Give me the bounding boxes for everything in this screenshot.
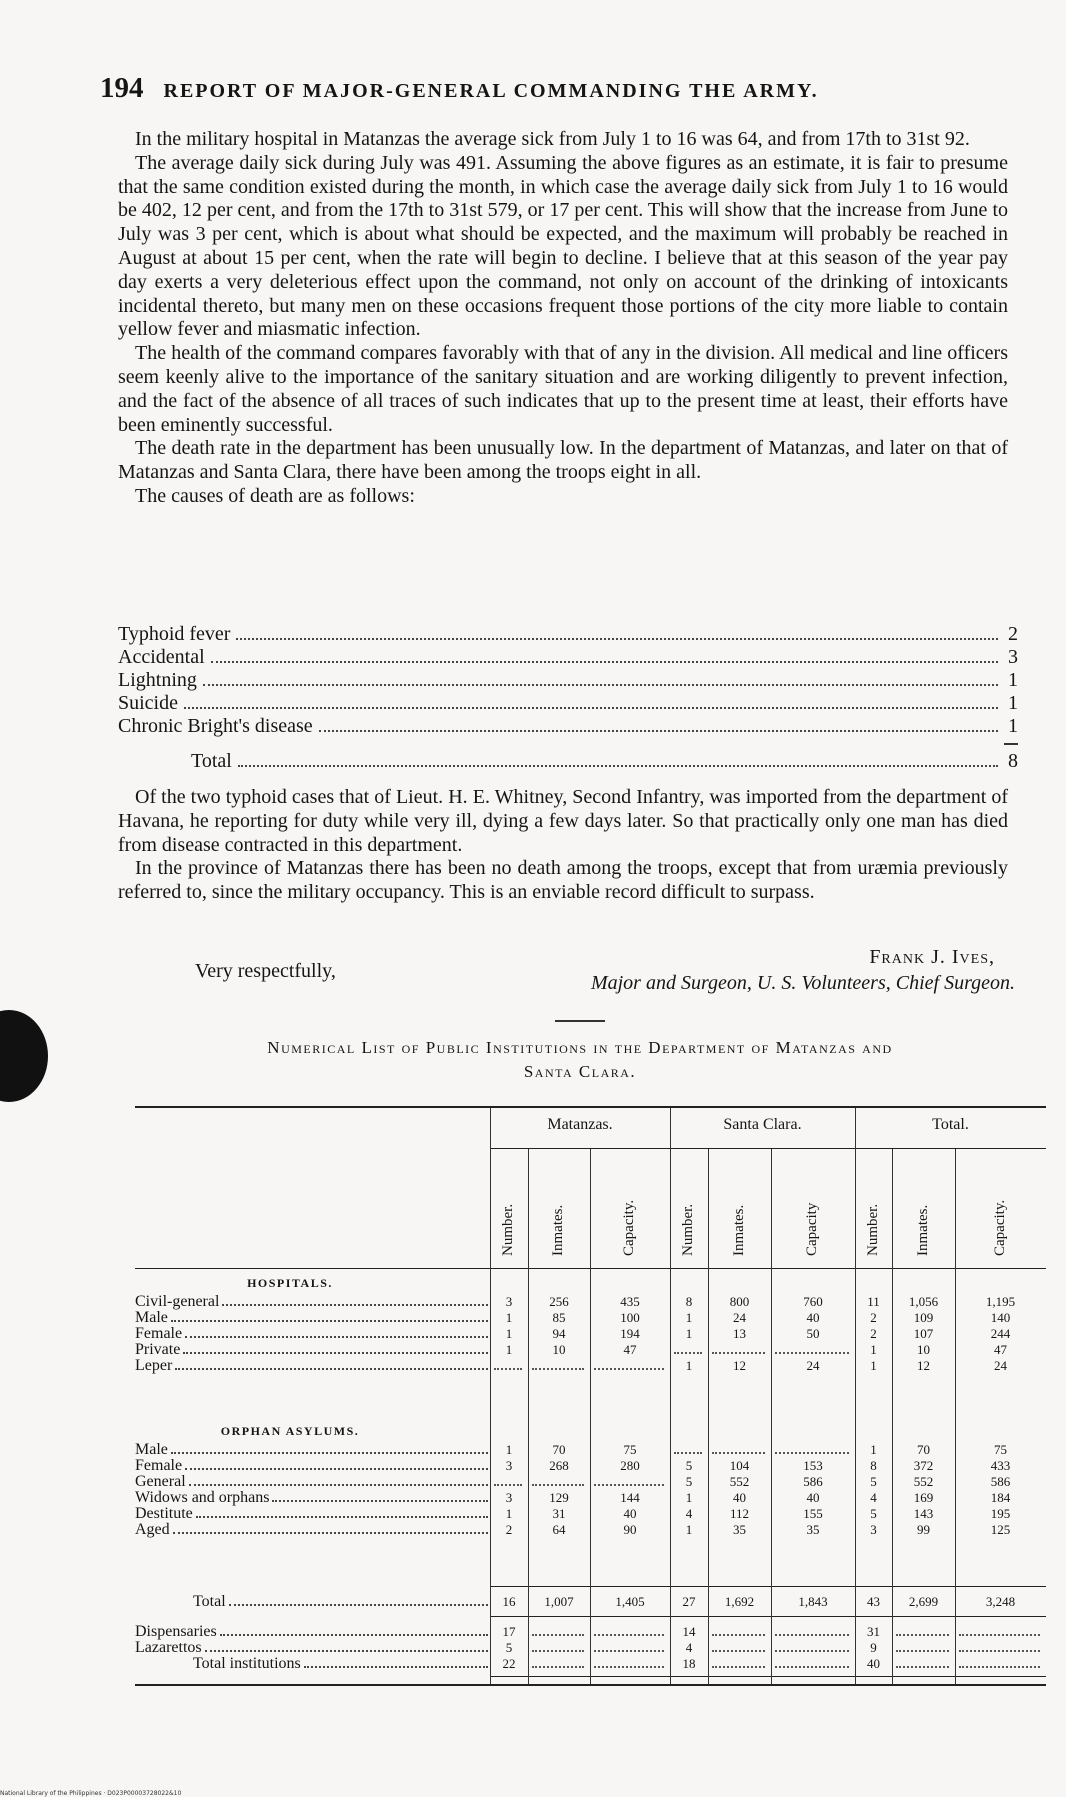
- leader-dots: [175, 1358, 488, 1370]
- row-label: [135, 1342, 490, 1358]
- empty-cell-dots: [594, 1482, 664, 1486]
- leader-dots: [229, 1594, 488, 1606]
- section-heading: ORPHAN ASYLUMS.: [220, 1424, 360, 1438]
- table-cell: 760: [803, 1294, 823, 1309]
- cause-value: 3: [1008, 646, 1018, 668]
- row-label: [135, 1490, 490, 1506]
- scan-shadow: [0, 1010, 48, 1102]
- cause-value: 1: [1008, 669, 1018, 691]
- table-cell: 1: [685, 1522, 693, 1537]
- table-cell: 1,843: [798, 1594, 828, 1609]
- row-label-text: Male: [135, 1441, 168, 1458]
- column-header: Inmates.: [914, 1204, 931, 1256]
- row-label-text: Destitute: [135, 1505, 193, 1522]
- cause-row: [118, 669, 1018, 692]
- row-label: [135, 1474, 490, 1490]
- row-label-text: Total: [193, 1593, 226, 1610]
- table-cell: 40: [806, 1310, 820, 1325]
- table-cell: 5: [870, 1474, 877, 1489]
- section-heading: HOSPITALS.: [247, 1276, 333, 1290]
- empty-cell-dots: [594, 1632, 664, 1636]
- table-cell: 1: [685, 1310, 693, 1325]
- causes-total-row: [118, 750, 1018, 773]
- table-cell: 107: [913, 1326, 934, 1341]
- section-divider: [555, 1020, 605, 1022]
- body-text: [118, 128, 1008, 509]
- paragraph: The health of the command compares favorably with that of any in the division. All medical and line officers seem keenly alive to the importance of the sanitary situation and are working diligently to prevent infection, and the fact of the absence of all traces of such indicates that up to the present time at least, their efforts have been eminently successful.: [118, 342, 1008, 436]
- scan-footer: National Library of the Philippines · D023P00003728022&10: [0, 1790, 182, 1797]
- table-cell: 75: [623, 1442, 637, 1457]
- causes-list: [118, 623, 1018, 773]
- table-cell: 2: [870, 1326, 877, 1341]
- empty-cell-dots: [775, 1632, 849, 1636]
- table-cell: 1: [505, 1326, 513, 1341]
- total-rule-bottom: [490, 1616, 1046, 1617]
- table-cell: 2: [505, 1522, 513, 1537]
- paragraph: The average daily sick during July was 491. Assuming the above figures as an estimate, it is fair to presume that the same condition existed during the month, in which case the average daily sick from July 1 to 16 would be 402, 12 per cent, and from the 17th to 31st 579, or 17 per cent. This will show that the increase from June to July was 3 per cent, which is about what should be expected, and the maximum will probably be reached in August at about 15 per cent, when the rate will begin to decline. I believe that at this season of the year pay day exerts a very deleterious effect upon the command, not only on account of the drinking of intoxicants incidental thereto, but many men on these occasions frequent those portions of the city more liable to contain yellow fever and miasmatic infection.: [118, 151, 1008, 341]
- table-cell: 5: [505, 1640, 513, 1655]
- row-label-text: Dispensaries: [135, 1623, 217, 1640]
- table-cell: 3,248: [985, 1594, 1016, 1609]
- empty-cell-dots: [775, 1664, 849, 1668]
- table-cell: 5: [870, 1506, 877, 1521]
- leader-dots: [222, 1294, 488, 1306]
- running-title: REPORT OF MAJOR-GENERAL COMMANDING THE ARMY.: [163, 80, 819, 102]
- cause-label: Accidental: [118, 646, 205, 668]
- closing-phrase: Very respectfully,: [195, 960, 336, 982]
- table-cell: 50: [806, 1326, 820, 1341]
- table-cell: 40: [867, 1656, 880, 1671]
- closing-text: [118, 786, 1008, 905]
- empty-cell-dots: [532, 1648, 584, 1652]
- cause-label: Chronic Bright's disease: [118, 715, 313, 737]
- empty-cell-dots: [712, 1648, 765, 1652]
- empty-cell-dots: [674, 1450, 702, 1454]
- total-rule: [490, 1586, 1046, 1587]
- table-title: [130, 1036, 1030, 1084]
- row-label-text: Female: [135, 1457, 183, 1474]
- row-label: [135, 1640, 490, 1656]
- cause-value: 2: [1008, 623, 1018, 645]
- column-header: Capacity: [804, 1202, 820, 1256]
- cause-label: Typhoid fever: [118, 623, 231, 645]
- table-cell: 1: [870, 1442, 877, 1457]
- row-label: [135, 1506, 490, 1522]
- table-cell: 1: [505, 1310, 513, 1325]
- column-header: Number.: [864, 1203, 881, 1256]
- row-label: [135, 1624, 490, 1640]
- group-header-total: Total.: [932, 1116, 969, 1133]
- table-cell: 1,056: [908, 1294, 939, 1309]
- row-label-text: Private: [135, 1341, 181, 1358]
- table-cell: 4: [870, 1490, 877, 1505]
- empty-cell-dots: [775, 1450, 849, 1454]
- table-cell: 70: [917, 1442, 930, 1457]
- table-cell: 35: [806, 1522, 820, 1537]
- table-cell: 40: [806, 1490, 820, 1505]
- table-cell: 153: [803, 1458, 823, 1473]
- table-cell: 9: [870, 1640, 877, 1655]
- table-cell: 99: [917, 1522, 930, 1537]
- empty-cell-dots: [594, 1664, 664, 1668]
- empty-cell-dots: [896, 1648, 949, 1652]
- leader-dots: [205, 1640, 488, 1652]
- row-label-text: Male: [135, 1309, 168, 1326]
- empty-cell-dots: [594, 1366, 664, 1370]
- empty-cell-dots: [959, 1632, 1040, 1636]
- empty-cell-dots: [896, 1632, 949, 1636]
- leader-dots: [220, 1624, 488, 1636]
- table-cell: 10: [917, 1342, 930, 1357]
- table-cell: 1,195: [985, 1294, 1016, 1309]
- table-cell: 31: [867, 1624, 880, 1639]
- table-cell: 244: [990, 1326, 1011, 1341]
- table-cell: 75: [994, 1442, 1007, 1457]
- column-header: Inmates.: [550, 1204, 566, 1256]
- table-cell: 104: [729, 1458, 750, 1473]
- column-header: Capacity.: [991, 1199, 1008, 1256]
- row-label-text: Leper: [135, 1357, 173, 1374]
- table-cell: 184: [990, 1490, 1011, 1505]
- sum-rule: [1004, 743, 1018, 745]
- leader-dots: [185, 1458, 488, 1470]
- empty-cell-dots: [959, 1664, 1040, 1668]
- table-cell: 1,405: [615, 1594, 645, 1609]
- table-cell: 18: [682, 1656, 696, 1671]
- leader-dots: [171, 1310, 488, 1322]
- table-cell: 125: [990, 1522, 1011, 1537]
- empty-cell-dots: [532, 1366, 584, 1370]
- row-label-text: General: [135, 1473, 186, 1490]
- table-cell: 31: [552, 1506, 566, 1521]
- paragraph: Of the two typhoid cases that of Lieut. H. E. Whitney, Second Infantry, was imported from the department of Havana, he reporting for duty while very ill, dying a few days later. So that practically only one man has died from disease contracted in this department.: [118, 786, 1008, 856]
- table-top-rule: [135, 1106, 1046, 1108]
- total-label: Total: [191, 750, 232, 772]
- row-label: [135, 1326, 490, 1342]
- table-cell: 70: [552, 1442, 566, 1457]
- empty-cell-dots: [532, 1632, 584, 1636]
- signer-name: Frank J. Ives,: [869, 946, 995, 968]
- row-label: [135, 1594, 490, 1610]
- total-value: 8: [1008, 750, 1018, 772]
- table-cell: 1,007: [544, 1594, 574, 1609]
- table-cell: 143: [913, 1506, 934, 1521]
- empty-cell-dots: [775, 1350, 849, 1354]
- empty-cell-dots: [532, 1664, 584, 1668]
- row-label-text: Total institutions: [193, 1655, 301, 1672]
- leader-dots: [211, 661, 998, 663]
- table-cell: 40: [623, 1506, 637, 1521]
- table-cell: 2: [870, 1310, 877, 1325]
- table-cell: 586: [803, 1474, 823, 1489]
- table-cell: 5: [685, 1458, 693, 1473]
- table-cell: 16: [502, 1594, 516, 1609]
- leader-dots: [171, 1442, 488, 1454]
- table-cell: 1: [505, 1506, 513, 1521]
- leader-dots: [238, 765, 998, 767]
- paragraph: In the province of Matanzas there has been no death among the troops, except that from uræmia previously referred to, since the military occupancy. This is an enviable record difficult to surpass.: [118, 857, 1008, 904]
- cause-label: Suicide: [118, 692, 178, 714]
- table-cell: 13: [733, 1326, 746, 1341]
- table-cell: 17: [502, 1624, 516, 1639]
- table-cell: 4: [685, 1506, 693, 1521]
- empty-cell-dots: [775, 1648, 849, 1652]
- table-cell: 1: [685, 1326, 693, 1341]
- row-label: [135, 1656, 490, 1672]
- cause-row: [118, 692, 1018, 715]
- table-cell: 100: [620, 1310, 640, 1325]
- table-cell: 155: [803, 1506, 823, 1521]
- table-cell: 144: [620, 1490, 640, 1505]
- table-cell: 109: [913, 1310, 934, 1325]
- leader-dots: [236, 638, 998, 640]
- table-cell: 280: [620, 1458, 640, 1473]
- cause-row: [118, 646, 1018, 669]
- paragraph: In the military hospital in Matanzas the average sick from July 1 to 16 was 64, and from 17th to 31st 92.: [135, 128, 970, 150]
- table-cell: 552: [913, 1474, 934, 1489]
- column-header: Number.: [680, 1203, 696, 1256]
- table-cell: 43: [867, 1594, 880, 1609]
- signer-role: Major and Surgeon, U. S. Volunteers, Chief Surgeon.: [590, 972, 1015, 994]
- leader-dots: [272, 1490, 488, 1502]
- cause-row: [118, 623, 1018, 646]
- table-cell: 4: [685, 1640, 693, 1655]
- table-cell: 35: [733, 1522, 746, 1537]
- empty-cell-dots: [959, 1648, 1040, 1652]
- table-cell: 8: [685, 1294, 693, 1309]
- row-label: [135, 1310, 490, 1326]
- empty-cell-dots: [712, 1350, 765, 1354]
- table-cell: 1: [685, 1358, 693, 1373]
- table-cell: 1: [505, 1442, 513, 1457]
- grand-rule: [490, 1676, 1046, 1677]
- table-cell: 24: [806, 1358, 820, 1373]
- leader-dots: [173, 1522, 488, 1534]
- empty-cell-dots: [494, 1366, 522, 1370]
- page-header: [100, 72, 960, 106]
- table-cell: 112: [729, 1506, 750, 1521]
- row-label-text: Female: [135, 1325, 183, 1342]
- page-number: 194: [100, 72, 144, 104]
- row-label: [135, 1294, 490, 1310]
- table-cell: 3: [505, 1294, 513, 1309]
- leader-dots: [183, 1342, 488, 1354]
- table-cell: 8: [870, 1458, 877, 1473]
- paragraph: The death rate in the department has been unusually low. In the department of Matanzas, and later on that of Matanzas and Santa Clara, there have been among the troops eight in all.: [118, 437, 1008, 484]
- table-cell: 27: [682, 1594, 696, 1609]
- leader-dots: [319, 730, 998, 732]
- leader-dots: [185, 1326, 488, 1338]
- empty-cell-dots: [594, 1648, 664, 1652]
- group-rule: [490, 1148, 1046, 1149]
- table-cell: 1,692: [724, 1594, 755, 1609]
- table-cell: 372: [913, 1458, 934, 1473]
- table-cell: 22: [502, 1656, 516, 1671]
- table-cell: 586: [990, 1474, 1011, 1489]
- cause-value: 1: [1008, 715, 1018, 737]
- table-cell: 3: [870, 1522, 877, 1537]
- row-label: [135, 1358, 490, 1374]
- table-cell: 1: [870, 1342, 877, 1357]
- table-cell: 40: [733, 1490, 746, 1505]
- table-cell: 12: [733, 1358, 746, 1373]
- column-header: Inmates.: [730, 1204, 747, 1256]
- table-cell: 10: [552, 1342, 566, 1357]
- empty-cell-dots: [712, 1664, 765, 1668]
- leader-dots: [203, 684, 998, 686]
- leader-dots: [189, 1474, 488, 1486]
- table-cell: 268: [549, 1458, 569, 1473]
- table-title-line: Santa Clara.: [523, 1062, 637, 1081]
- group-header-matanzas: Matanzas.: [547, 1116, 613, 1133]
- row-label-text: Civil-general: [135, 1293, 220, 1310]
- empty-cell-dots: [712, 1632, 765, 1636]
- table-cell: 1: [685, 1490, 693, 1505]
- cause-row: [118, 715, 1018, 738]
- table-cell: 800: [729, 1294, 750, 1309]
- signature-block: [195, 948, 1015, 998]
- cause-label: Lightning: [118, 669, 197, 691]
- table-title-line: Numerical List of Public Institutions in the Department of Matanzas and: [267, 1038, 893, 1057]
- table-cell: 433: [990, 1458, 1011, 1473]
- group-header-santa-clara: Santa Clara.: [723, 1116, 802, 1133]
- table-cell: 1: [870, 1358, 877, 1373]
- empty-cell-dots: [896, 1664, 949, 1668]
- empty-cell-dots: [494, 1482, 522, 1486]
- table-cell: 1: [505, 1342, 513, 1357]
- table-bottom-rule: [135, 1684, 1046, 1686]
- table-cell: 195: [990, 1506, 1011, 1521]
- table-cell: 64: [552, 1522, 566, 1537]
- table-cell: 14: [682, 1624, 696, 1639]
- paragraph: The causes of death are as follows:: [135, 484, 415, 507]
- table-cell: 24: [994, 1358, 1007, 1373]
- table-cell: 85: [552, 1310, 566, 1325]
- table-cell: 3: [505, 1458, 513, 1473]
- table-cell: 2,699: [908, 1594, 939, 1609]
- table-cell: 129: [549, 1490, 569, 1505]
- table-cell: 256: [549, 1294, 569, 1309]
- table-cell: 169: [913, 1490, 934, 1505]
- table-cell: 90: [623, 1522, 637, 1537]
- leader-dots: [196, 1506, 488, 1518]
- table-cell: 194: [620, 1326, 640, 1341]
- empty-cell-dots: [712, 1450, 765, 1454]
- column-header: Capacity.: [621, 1199, 637, 1256]
- table-cell: 12: [917, 1358, 930, 1373]
- table-cell: 47: [994, 1342, 1007, 1357]
- table-cell: 11: [867, 1294, 880, 1309]
- leader-dots: [184, 707, 998, 709]
- row-label-text: Widows and orphans: [135, 1489, 270, 1506]
- table-cell: 140: [990, 1310, 1011, 1325]
- row-label: [135, 1458, 490, 1474]
- row-label-text: Lazarettos: [135, 1639, 202, 1656]
- table-cell: 5: [685, 1474, 693, 1489]
- empty-cell-dots: [532, 1482, 584, 1486]
- table-cell: 3: [505, 1490, 513, 1505]
- leader-dots: [304, 1656, 488, 1668]
- empty-cell-dots: [674, 1350, 702, 1354]
- table-cell: 552: [729, 1474, 750, 1489]
- cause-value: 1: [1008, 692, 1018, 714]
- table-cell: 47: [623, 1342, 637, 1357]
- row-label: [135, 1442, 490, 1458]
- row-label-text: Aged: [135, 1521, 170, 1538]
- table-cell: 94: [552, 1326, 566, 1341]
- table-cell: 435: [620, 1294, 640, 1309]
- table-cell: 24: [733, 1310, 746, 1325]
- institutions-table: [135, 1106, 1046, 1686]
- row-label: [135, 1522, 490, 1538]
- column-header: Number.: [500, 1203, 516, 1256]
